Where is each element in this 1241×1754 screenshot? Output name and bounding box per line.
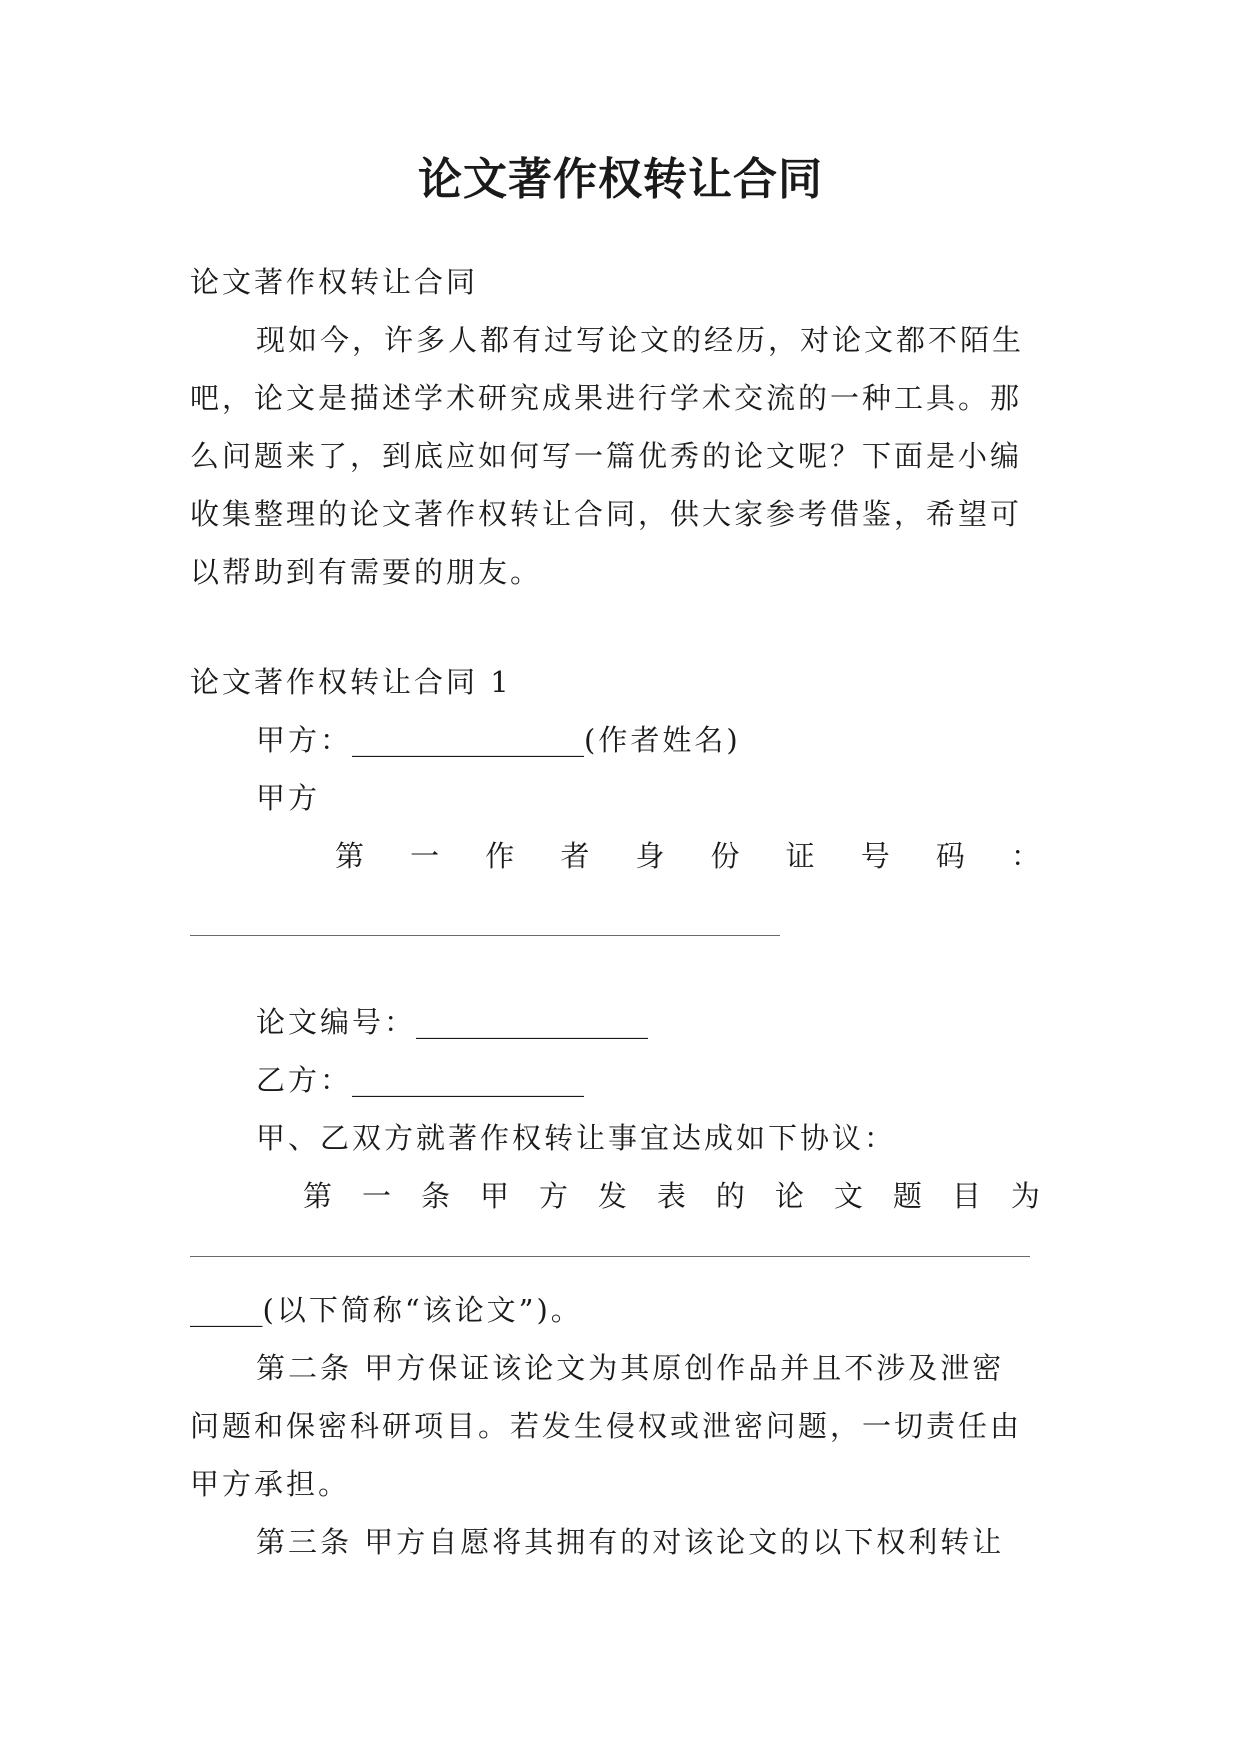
article1-char: 表 — [656, 1179, 686, 1213]
id-number-row — [335, 836, 1040, 876]
contract-heading: 论文著作权转让合同 1 — [190, 665, 512, 699]
article1-blank-line — [190, 1256, 1030, 1257]
document-title: 论文著作权转让合同 — [418, 154, 823, 205]
article1-char: 的 — [715, 1179, 745, 1213]
id-number-char: 证 — [785, 839, 815, 873]
paper-number-label: 论文编号： — [256, 1005, 417, 1039]
article3-line: 第三条 甲方自愿将其拥有的对该论文的以下权利转让 — [256, 1525, 1005, 1559]
id-number-blank-line — [190, 935, 780, 936]
id-number-char: 一 — [410, 839, 440, 873]
article2-line: 甲方承担。 — [190, 1467, 351, 1501]
party-b-blank: ________________ — [352, 1063, 585, 1097]
document-heading: 论文著作权转让合同 — [190, 265, 479, 299]
paper-number-blank: ________________ — [416, 1005, 649, 1039]
article1-char: 目 — [951, 1179, 981, 1213]
id-number-char: 份 — [710, 839, 740, 873]
party-a-short: 甲方 — [256, 781, 321, 815]
id-number-char: 身 — [635, 839, 665, 873]
id-number-char: 作 — [485, 839, 515, 873]
article1-char: 题 — [892, 1179, 922, 1213]
party-a-row — [256, 720, 1050, 760]
article1-tail-blank: _____ — [190, 1293, 263, 1327]
article1-char: 第 — [303, 1179, 333, 1213]
article1-char: 方 — [538, 1179, 568, 1213]
party-a-note: (作者姓名) — [584, 723, 741, 757]
intro-line: 现如今，许多人都有过写论文的经历，对论文都不陌生 — [256, 323, 1025, 357]
article1-char: 发 — [597, 1179, 627, 1213]
intro-line: 收集整理的论文著作权转让合同，供大家参考借鉴，希望可 — [190, 497, 1023, 531]
article1-char: 一 — [361, 1179, 391, 1213]
id-number-char: 第 — [335, 839, 365, 873]
intro-line: 么问题来了，到底应如何写一篇优秀的论文呢？下面是小编 — [190, 439, 1023, 473]
id-number-char: 码 — [935, 839, 965, 873]
article1-char: 为 — [1010, 1179, 1040, 1213]
article1-char: 甲 — [479, 1179, 509, 1213]
article1-tail-text: (以下简称“该论文”)。 — [262, 1293, 583, 1327]
article1-char: 文 — [833, 1179, 863, 1213]
article1-char: 条 — [420, 1179, 450, 1213]
paper-number-row — [256, 1002, 1050, 1042]
article2-line: 问题和保密科研项目。若发生侵权或泄密问题，一切责任由 — [190, 1409, 1023, 1443]
article1-char: 论 — [774, 1179, 804, 1213]
id-number-char: ： — [1010, 839, 1040, 873]
party-b-row — [256, 1060, 1050, 1100]
intro-line: 吧，论文是描述学术研究成果进行学术交流的一种工具。那 — [190, 381, 1023, 415]
article1-tail — [190, 1290, 1050, 1330]
party-b-label: 乙方： — [256, 1063, 353, 1097]
agreement-intro: 甲、乙双方就著作权转让事宜达成如下协议： — [256, 1121, 897, 1155]
party-a-label: 甲方： — [256, 723, 353, 757]
party-a-blank: ________________ — [352, 723, 585, 757]
article2-line: 第二条 甲方保证该论文为其原创作品并且不涉及泄密 — [256, 1351, 1005, 1385]
intro-line: 以帮助到有需要的朋友。 — [190, 555, 543, 589]
article1-row — [303, 1176, 1040, 1216]
id-number-char: 者 — [560, 839, 590, 873]
id-number-char: 号 — [860, 839, 890, 873]
